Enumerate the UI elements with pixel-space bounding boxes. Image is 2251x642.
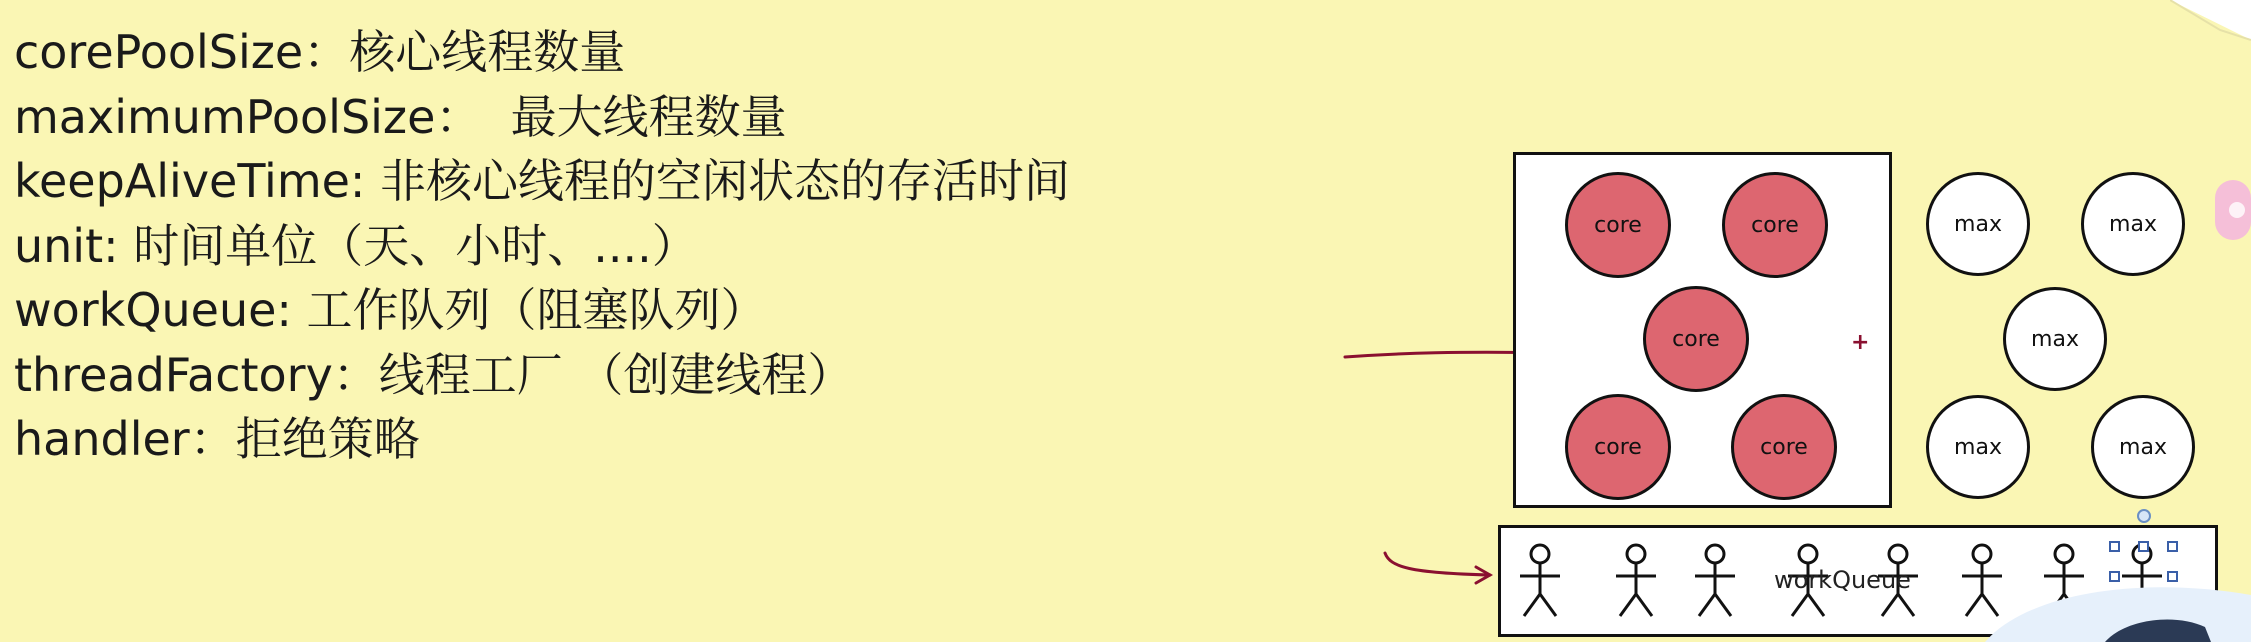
core-thread-3: core: [1643, 286, 1749, 392]
param-maximum-pool-size: maximumPoolSize： 最大线程数量: [14, 89, 787, 144]
side-toolbar-icon[interactable]: [2215, 180, 2251, 240]
thread-pool-parameters: [14, 20, 1070, 472]
person-icon: [1512, 542, 1568, 622]
max-thread-4: max: [1926, 395, 2030, 499]
work-queue-label: workQueue: [1774, 566, 1911, 594]
max-thread-2: max: [2081, 172, 2185, 276]
max-thread-3: max: [2003, 287, 2107, 391]
page-fold-icon: [2170, 0, 2251, 50]
core-thread-1: core: [1565, 172, 1671, 278]
core-thread-5: core: [1731, 394, 1837, 500]
core-thread-2: core: [1722, 172, 1828, 278]
param-core-pool-size: corePoolSize：核心线程数量: [14, 25, 626, 79]
param-keep-alive-time: keepAliveTime: 非核心线程的空闲状态的存活时间: [14, 154, 1071, 208]
param-handler: handler：拒绝策略: [14, 412, 420, 466]
param-thread-factory: threadFactory：线程工厂 （创建线程）: [14, 347, 854, 402]
core-thread-4: core: [1565, 394, 1671, 500]
plus-sign: +: [1851, 330, 1870, 355]
webcam-overlay-icon: [1985, 575, 2251, 642]
max-thread-5: max: [2091, 395, 2195, 499]
param-work-queue: workQueue: 工作队列（阻塞队列）: [14, 283, 767, 337]
arrow-to-queue-icon: [1380, 545, 1500, 595]
person-icon: [1608, 542, 1664, 622]
max-thread-1: max: [1926, 172, 2030, 276]
param-unit: unit: 时间单位（天、小时、....）: [14, 218, 698, 273]
person-icon: [1687, 542, 1743, 622]
